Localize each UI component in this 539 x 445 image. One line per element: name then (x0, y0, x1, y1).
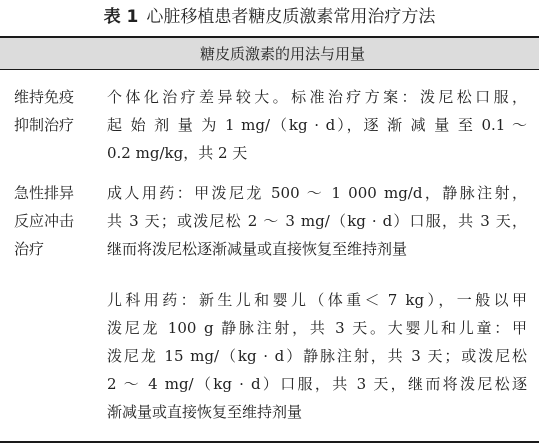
row-maintenance-body (107, 83, 527, 167)
row-maintenance-category (14, 83, 106, 139)
table-number: 表 1 (103, 7, 139, 27)
table-title: 心脏移植患者糖皮质激素常用治疗方法 (146, 7, 436, 27)
body-line: 泼尼龙 15 mg/（kg · d）静脉注射，共 3 天；或泼尼松 (107, 347, 527, 365)
body-line: 0.2 mg/kg，共 2 天 (107, 144, 248, 162)
body-line: 渐减量或直接恢复至维持剂量 (107, 403, 303, 421)
category-line: 治疗 (14, 240, 45, 258)
category-line: 维持免疫 (14, 88, 75, 106)
body-line: 成人用药：甲泼尼龙 500 ～ 1 000 mg/d，静脉注射， (107, 184, 527, 202)
table-header-rule (0, 69, 539, 70)
body-line: 儿科用药：新生儿和婴儿（体重＜ 7 kg），一般以甲 (107, 291, 527, 309)
body-line: 起 始 剂 量 为 1 mg/（kg · d），逐 渐 减 量 至 0.1 ～ (107, 116, 527, 134)
body-line: 泼尼龙 100 g 静脉注射，共 3 天。大婴儿和儿童：甲 (107, 319, 527, 337)
row-acute-rejection-pediatric-body (107, 286, 527, 426)
table-bottom-rule (0, 441, 539, 443)
category-line: 急性排异 (14, 184, 75, 202)
row-acute-rejection-category (14, 179, 106, 263)
row-acute-rejection-adult-body (107, 179, 527, 263)
category-line: 反应冲击 (14, 212, 75, 230)
body-line: 继而将泼尼松逐渐减量或直接恢复至维持剂量 (107, 240, 408, 258)
body-line: 个体化治疗差异较大。标准治疗方案：泼尼松口服， (107, 88, 527, 106)
body-line: 共 3 天；或泼尼松 2 ～ 3 mg/（kg · d）口服，共 3 天， (107, 212, 527, 230)
body-line: 2 ～ 4 mg/（kg · d）口服，共 3 天，继而将泼尼松逐 (107, 375, 527, 393)
category-line: 抑制治疗 (14, 116, 75, 134)
column-header: 糖皮质激素的用法与用量 (200, 45, 366, 63)
table-caption (0, 6, 539, 28)
